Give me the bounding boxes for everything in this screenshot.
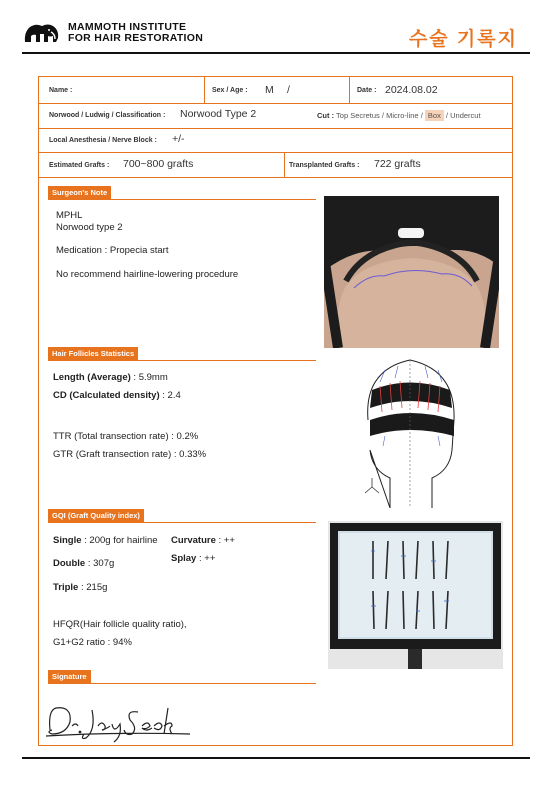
triple-label: Triple [53,582,79,593]
section-underline [48,360,316,361]
section-underline [48,683,316,684]
gtr-label: GTR (Graft transection rate) [53,449,172,460]
hfqr-label: HFQR(Hair follicle quality ratio), [53,619,187,630]
row-divider [39,152,512,153]
length-label: Length (Average) [53,372,131,383]
cut-options [317,111,481,120]
splay-label: Splay [171,553,197,564]
g1g2-ratio-row [53,637,132,648]
col-divider [284,152,285,177]
footer-divider [22,757,530,759]
graft-monitor-photo [328,521,503,669]
name-label: Name : [49,87,73,94]
cut-option-top-secretus: Top Secretus [336,111,380,120]
gqi-splay-row [171,553,215,564]
institute-name-line1: MAMMOTH INSTITUTE [68,21,187,33]
triple-value: : 215g [78,582,108,593]
sex-age-separator: / [287,84,290,96]
calculated-density-row [53,390,181,401]
cut-separator: / [445,111,449,120]
date-value: 2024.08.02 [385,84,438,96]
single-label: Single [53,535,82,546]
col-divider [204,77,205,103]
norwood-label: Norwood / Ludwig / Classification : [49,112,166,119]
cut-separator: / [381,111,384,120]
ttr-row [53,431,198,442]
cd-value: : 2.4 [159,390,181,401]
norwood-value: Norwood Type 2 [180,108,257,120]
cd-label: CD (Calculated density) [53,390,160,401]
length-value: : 5.9mm [130,372,168,383]
single-value: : 200g for hairline [81,535,158,546]
curvature-value: : ++ [215,535,235,546]
double-label: Double [53,558,86,569]
row-divider [39,103,512,104]
document-title: 수술 기록지 [408,29,518,50]
doctor-signature [42,700,192,744]
gqi-single-row [53,535,158,546]
surgeons-note-heading: Surgeon's Note [48,186,111,199]
transplanted-grafts-label: Transplanted Grafts : [289,162,360,169]
col-divider [349,77,350,103]
cut-option-micro-line: Micro-line [386,111,419,120]
splay-value: : ++ [196,553,216,564]
gqi-curvature-row [171,535,235,546]
signature-heading: Signature [48,670,91,683]
estimated-grafts-value: 700~800 grafts [123,158,194,170]
sex-age-label: Sex / Age : [212,87,248,94]
anesthesia-label: Local Anesthesia / Nerve Block : [49,137,157,144]
section-underline [48,199,316,200]
gtr-row [53,449,206,460]
surgeons-note-line: MPHL [56,210,83,221]
gqi-double-row [53,558,114,569]
g1g2-value: : 94% [105,637,132,648]
ttr-value: : 0.2% [168,431,199,442]
row-divider [39,128,512,129]
g1g2-label: G1+G2 ratio [53,637,106,648]
surgeons-note-line: Norwood type 2 [56,222,123,233]
row-divider [39,177,512,178]
anesthesia-value: +/- [172,133,185,145]
gqi-triple-row [53,582,107,593]
double-value: : 307g [85,558,115,569]
institute-logo [22,22,203,44]
cut-option-box-selected: Box [425,110,444,121]
cut-option-undercut: Undercut [450,111,481,120]
cut-label: Cut : [317,111,335,120]
sex-value: M [265,84,274,96]
hairline-photo [324,196,499,348]
date-label: Date : [357,87,377,94]
donor-area-diagram [350,350,475,508]
curvature-label: Curvature [171,535,216,546]
surgeons-note-line: Medication : Propecia start [56,245,169,256]
gqi-heading: GQI (Graft Quality index) [48,509,144,522]
gtr-value: : 0.33% [171,449,207,460]
surgeons-note-line: No recommend hairline-lowering procedure [56,269,239,280]
section-underline [48,522,316,523]
header-divider [22,52,530,54]
ttr-label: TTR (Total transection rate) [53,431,169,442]
length-average-row [53,372,168,383]
institute-name-line2: FOR HAIR RESTORATION [68,32,204,44]
mammoth-logo-icon [22,22,62,44]
estimated-grafts-label: Estimated Grafts : [49,162,110,169]
transplanted-grafts-value: 722 grafts [374,158,421,170]
cut-separator: / [420,111,423,120]
follicle-stats-heading: Hair Follicles Statistics [48,347,138,360]
